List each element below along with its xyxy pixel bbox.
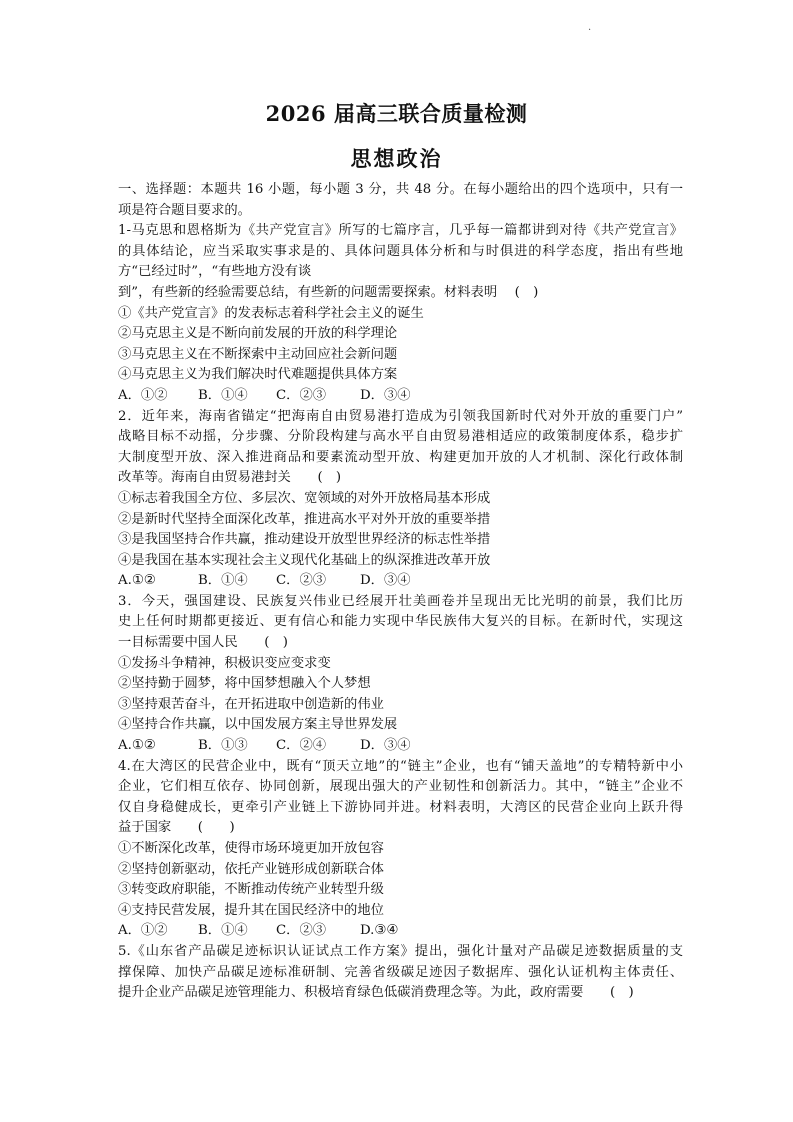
- question-stem-line: 3．今天，强国建设、民族复兴伟业已经展开壮美画卷并呈现出无比光明的前景，我们比历: [118, 593, 683, 609]
- statement-item: ④支持民营发展，提升其在国民经济中的地位: [118, 902, 384, 918]
- answer-options: [118, 571, 683, 592]
- answer-options: [118, 736, 683, 757]
- option-b[interactable]: B．①④: [198, 387, 248, 403]
- statement-item: ①标志着我国全方位、多层次、宽领域的对外开放格局基本形成: [118, 490, 491, 506]
- statement-item: ②是新时代坚持全面深化改革，推进高水平对外开放的重要举措: [118, 511, 491, 527]
- option-a[interactable]: A.①②: [118, 573, 156, 589]
- question-stem-line: 战略目标不动摇，分步骤、分阶段构建与高水平自由贸易港相适应的政策制度体系，稳步扩: [118, 429, 683, 445]
- question-stem-line: 大制度型开放、深入推进商品和要素流动型开放、构建更加开放的人才机制、深化行政体制: [118, 449, 683, 465]
- option-b[interactable]: B．①③: [198, 738, 248, 754]
- answer-options: [118, 921, 683, 942]
- question-stem-line: 2．近年来，海南省锚定“把海南自由贸易港打造成为引领我国新时代对外开放的重要门户”: [118, 408, 683, 424]
- statement-item: ②马克思主义是不断向前发展的开放的科学理论: [118, 326, 398, 342]
- exam-body: [118, 180, 683, 1004]
- statement-item: ②坚持创新驱动，依托产业链形成创新联合体: [118, 861, 384, 877]
- corner-mark: .: [588, 22, 592, 33]
- question-stem-line: 益于国家 ( ): [118, 820, 235, 836]
- statement-item: ④是我国在基本实现社会主义现代化基础上的纵深推进改革开放: [118, 552, 491, 568]
- question-stem-line: 方“已经过时”，“有些地方没有谈: [118, 264, 312, 280]
- option-a[interactable]: A.①②: [118, 738, 156, 754]
- question-stem-line: 到”，有些新的经验需要总结，有些新的问题需要探索。材料表明 ( ): [118, 284, 539, 300]
- option-d[interactable]: D.③④: [360, 923, 399, 939]
- statement-item: ④马克思主义为我们解决时代难题提供具体方案: [118, 367, 398, 383]
- option-b[interactable]: B．①④: [198, 573, 248, 589]
- question-1: [118, 221, 683, 406]
- question-stem-line: 提升企业产品碳足迹管理能力、积极培育绿色低碳消费理念等。为此，政府需要 ( ): [118, 985, 634, 1001]
- option-a[interactable]: A．①②: [118, 923, 168, 939]
- question-stem-line: 的具体结论，应当采取实事求是的、具体问题具体分析和与时俱进的科学态度，指出有些地: [118, 243, 683, 259]
- answer-options: [118, 386, 683, 407]
- exam-title: 2026 届高三联合质量检测: [265, 101, 528, 126]
- option-c[interactable]: C．②③: [276, 387, 327, 403]
- question-3: [118, 592, 683, 757]
- option-a[interactable]: A．①②: [118, 387, 168, 403]
- question-stem-line: 撑保障、加快产品碳足迹标准研制、完善省级碳足迹因子数据库、强化认证机构主体责任、: [118, 964, 683, 980]
- section-instruction: 项是符合题目要求的。: [118, 202, 251, 218]
- option-c[interactable]: C．②③: [276, 573, 327, 589]
- statement-item: ①不断深化改革，使得市场环境更加开放包容: [118, 841, 384, 856]
- option-d[interactable]: D．③④: [360, 573, 411, 589]
- statement-item: ④坚持合作共赢，以中国发展方案主导世界发展: [118, 717, 398, 733]
- question-stem-line: 5.《山东省产品碳足迹标识认证试点工作方案》提出，强化计量对产品碳足迹数据质量的支: [118, 943, 683, 959]
- statement-item: ③马克思主义在不断探索中主动回应社会新问题: [118, 346, 398, 362]
- subject-title: 思想政治: [350, 146, 443, 171]
- option-d[interactable]: D．③④: [360, 738, 411, 754]
- statement-item: ①《共产党宣言》的发表标志着科学社会主义的诞生: [118, 305, 424, 321]
- section-instruction: 一、选择题：本题共 16 小题，每小题 3 分，共 48 分。在每小题给出的四个选项中，只有一: [118, 182, 683, 197]
- question-stem-line: 仅自身稳健成长，更牵引产业链上下游协同并进。材料表明，大湾区的民营企业向上跃升得: [118, 799, 683, 815]
- question-stem-line: 4.在大湾区的民营企业中，既有“顶天立地”的“链主”企业，也有“铺天盖地”的专精特新中小: [118, 758, 683, 774]
- statement-item: ②坚持勤于圆梦，将中国梦想融入个人梦想: [118, 676, 371, 692]
- statement-item: ①发扬斗争精神，积极识变应变求变: [118, 655, 331, 671]
- option-b[interactable]: B．①④: [198, 923, 248, 939]
- question-stem-line: 企业，它们相互依存、协同创新，展现出强大的产业韧性和创新活力。其中，“链主”企业不: [118, 779, 683, 795]
- question-stem-line: 1-马克思和恩格斯为《共产党宣言》所写的七篇序言，几乎每一篇都讲到对待《共产党宣言》: [118, 223, 683, 239]
- question-2: [118, 407, 683, 592]
- statement-item: ③转变政府职能，不断推动传统产业转型升级: [118, 882, 384, 898]
- option-d[interactable]: D．③④: [360, 387, 411, 403]
- option-c[interactable]: C．②③: [276, 923, 327, 939]
- question-stem-line: 一目标需要中国人民 ( ): [118, 635, 288, 651]
- statement-item: ③坚持艰苦奋斗，在开拓进取中创造新的伟业: [118, 696, 384, 712]
- question-stem-line: 改革等。海南自由贸易港封关 ( ): [118, 470, 342, 486]
- statement-item: ③是我国坚持合作共赢，推动建设开放型世界经济的标志性举措: [118, 532, 491, 548]
- question-4: [118, 757, 683, 942]
- question-stem-line: 史上任何时期都更接近、更有信心和能力实现中华民族伟大复兴的目标。在新时代，实现这: [118, 614, 683, 630]
- question-5: [118, 942, 683, 1004]
- option-c[interactable]: C．②④: [276, 738, 327, 754]
